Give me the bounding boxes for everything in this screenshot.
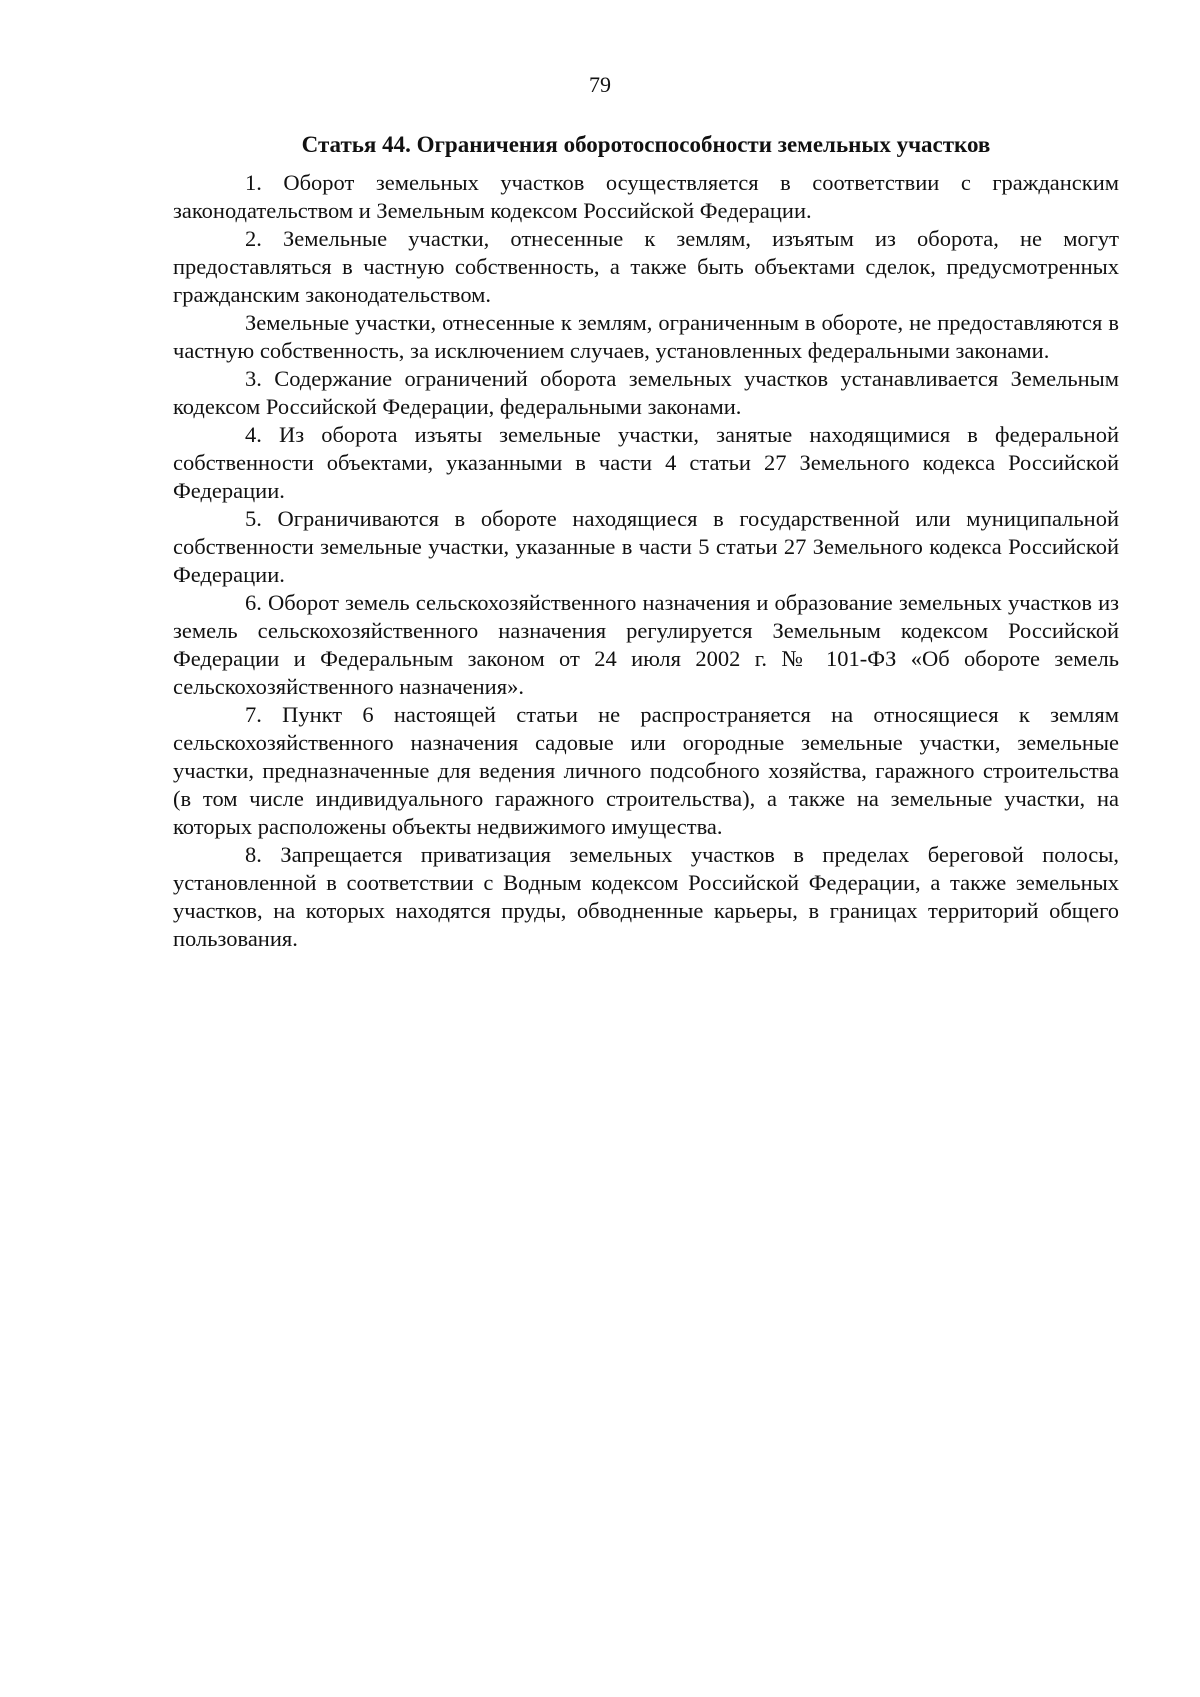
article-body	[173, 131, 1119, 953]
paragraph-8: 8. Запрещается приватизация земельных участков в пределах береговой полосы, установленной в соответствии с Водным кодексом Российской Федерации, а также земельных участков, на которых находятся пруды, обводненные карьеры, в границах территорий общего пользования.	[173, 842, 1119, 951]
paragraph-6: 6. Оборот земель сельскохозяйственного назначения и образование земельных участков из земель сельскохозяйственного назначения регулируется Земельным кодексом Российской Федерации и Федеральным законом от 24 июля 2002 г. № 101-ФЗ «Об обороте земель сельскохозяйственного назначения».	[173, 590, 1119, 699]
paragraph-7: 7. Пункт 6 настоящей статьи не распространяется на относящиеся к землям сельскохозяйственного назначения садовые или огородные земельные участки, земельные участки, предназначенные для ведения личного подсобного хозяйства, гаражного строительства (в том числе индивидуального гаражного строительства), а также на земельные участки, на которых расположены объекты недвижимого имущества.	[173, 702, 1119, 839]
paragraph-1: 1. Оборот земельных участков осуществляется в соответствии с гражданским законодательством и Земельным кодексом Российской Федерации.	[173, 170, 1119, 223]
paragraph-3: 3. Содержание ограничений оборота земельных участков устанавливается Земельным кодексом Российской Федерации, федеральными законами.	[173, 366, 1119, 419]
paragraph-2: 2. Земельные участки, отнесенные к землям, изъятым из оборота, не могут предоставляться в частную собственность, а также быть объектами сделок, предусмотренных гражданским законодательством.	[173, 226, 1119, 307]
paragraph-2-continued: Земельные участки, отнесенные к землям, ограниченным в обороте, не предоставляются в частную собственность, за исключением случаев, установленных федеральными законами.	[173, 310, 1119, 363]
article-title: Статья 44. Ограничения оборотоспособности земельных участков	[301, 132, 991, 157]
paragraph-4: 4. Из оборота изъяты земельные участки, занятые находящимися в федеральной собственности объектами, указанными в части 4 статьи 27 Земельного кодекса Российской Федерации.	[173, 422, 1119, 503]
paragraph-5: 5. Ограничиваются в обороте находящиеся в государственной или муниципальной собственности земельные участки, указанные в части 5 статьи 27 Земельного кодекса Российской Федерации.	[173, 506, 1119, 587]
page-number: 79	[589, 72, 611, 97]
